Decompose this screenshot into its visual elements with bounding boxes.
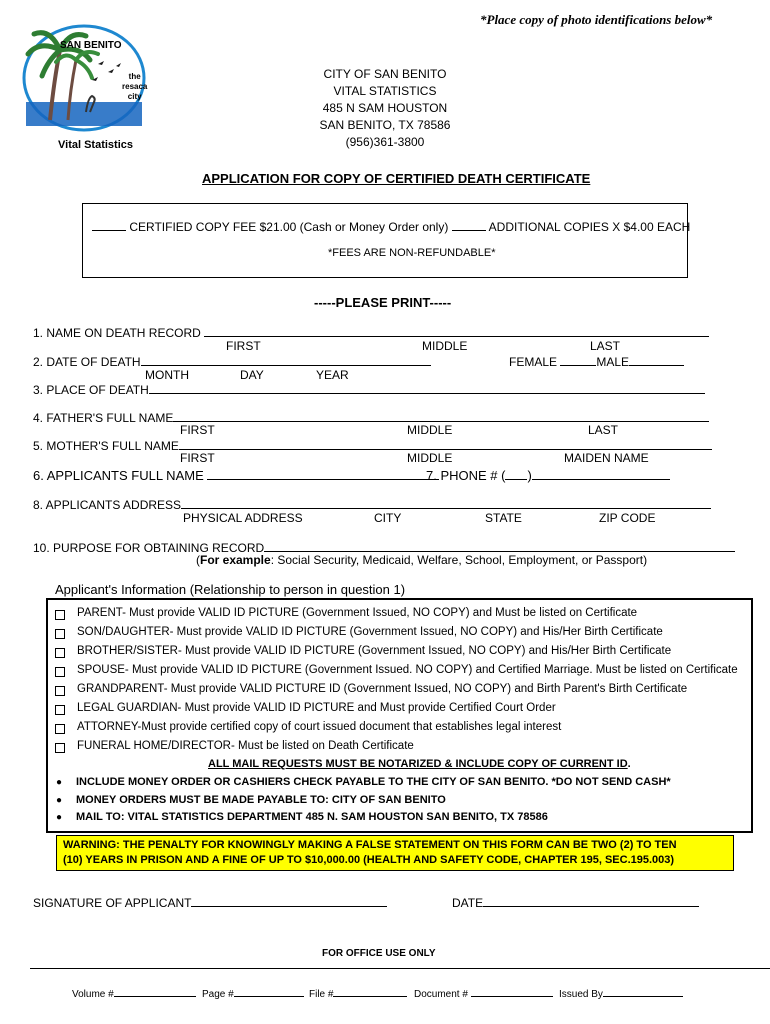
- grandparent-checkbox[interactable]: [55, 686, 65, 696]
- photo-id-note: *Place copy of photo identifications below*: [480, 12, 713, 27]
- sublabel-maiden-name: MAIDEN NAME: [564, 451, 649, 465]
- certified-fee-line[interactable]: [92, 218, 448, 234]
- sublabel-state: STATE: [485, 511, 522, 525]
- phone-field[interactable]: 7. PHONE # ( ): [426, 466, 670, 483]
- fee-box: [82, 203, 688, 278]
- sublabel-middle: MIDDLE: [422, 339, 468, 353]
- page-field[interactable]: Page #: [202, 986, 304, 1000]
- please-print: -----PLEASE PRINT-----: [314, 295, 452, 310]
- sublabel-city: CITY: [374, 511, 402, 525]
- name-on-record-field[interactable]: 1. NAME ON DEATH RECORD: [33, 324, 709, 340]
- place-of-death-field[interactable]: 3. PLACE OF DEATH: [33, 381, 705, 397]
- funeral-home-checkbox[interactable]: [55, 743, 65, 753]
- mail-notice: ALL MAIL REQUESTS MUST BE NOTARIZED & INCLUDE COPY OF CURRENT ID.: [208, 758, 631, 770]
- sublabel-day: DAY: [240, 368, 264, 382]
- legal-guardian-checkbox[interactable]: [55, 705, 65, 715]
- relationship-option: BROTHER/SISTER- Must provide VALID ID PICTURE (Government Issued, NO COPY) and His/Her Birth Certificate: [77, 645, 672, 657]
- attorney-checkbox[interactable]: [55, 724, 65, 734]
- bullet-item: MAIL TO: VITAL STATISTICS DEPARTMENT 485 N. SAM HOUSTON SAN BENITO, TX 78586: [76, 811, 548, 823]
- sublabel-middle: MIDDLE: [407, 451, 453, 465]
- son-daughter-checkbox[interactable]: [55, 629, 65, 639]
- volume-field[interactable]: Volume #: [72, 986, 196, 1000]
- sublabel-first: FIRST: [180, 451, 215, 465]
- additional-copies-line[interactable]: [452, 218, 690, 234]
- bullet-icon: ●: [56, 777, 63, 788]
- warning-box: [56, 835, 734, 871]
- logo-name: SAN BENITO: [60, 40, 122, 51]
- sublabel-physical-address: PHYSICAL ADDRESS: [183, 511, 303, 525]
- city-logo: [20, 20, 148, 132]
- issued-by-field[interactable]: Issued By: [559, 986, 683, 1000]
- sublabel-first: FIRST: [180, 423, 215, 437]
- sublabel-zip-code: ZIP CODE: [599, 511, 656, 525]
- file-field[interactable]: File #: [309, 986, 407, 1000]
- applicant-info-title: Applicant's Information (Relationship to person in question 1): [55, 582, 406, 597]
- bullet-icon: ●: [56, 795, 63, 806]
- parent-checkbox[interactable]: [55, 610, 65, 620]
- relationship-option: LEGAL GUARDIAN- Must provide VALID ID PICTURE and Must provide Certified Court Order: [77, 702, 556, 714]
- sublabel-year: YEAR: [316, 368, 349, 382]
- spouse-checkbox[interactable]: [55, 667, 65, 677]
- sublabel-last: LAST: [590, 339, 621, 353]
- relationship-option: FUNERAL HOME/DIRECTOR- Must be listed on Death Certificate: [77, 740, 414, 752]
- warning-line: WARNING: THE PENALTY FOR KNOWINGLY MAKING A FALSE STATEMENT ON THIS FORM CAN BE TWO (2) TO TEN: [63, 839, 677, 851]
- signature-field[interactable]: SIGNATURE OF APPLICANT: [33, 894, 387, 910]
- date-field[interactable]: DATE: [452, 894, 699, 910]
- form-title: APPLICATION FOR COPY OF CERTIFIED DEATH CERTIFICATE: [202, 171, 591, 186]
- purpose-example: (For example: Social Security, Medicaid, Welfare, School, Employment, or Passport): [196, 553, 648, 567]
- relationship-option: GRANDPARENT- Must provide VALID PICTURE ID (Government Issued, NO COPY) and Birth Parent's Birth Certificate: [77, 683, 688, 695]
- relationship-option: PARENT- Must provide VALID ID PICTURE (Government Issued, NO COPY) and Must be listed on Certificate: [77, 607, 638, 619]
- father-name-field[interactable]: 4. FATHER'S FULL NAME: [33, 409, 709, 425]
- sublabel-middle: MIDDLE: [407, 423, 453, 437]
- bullet-item: MONEY ORDERS MUST BE MADE PAYABLE TO: CITY OF SAN BENITO: [76, 794, 446, 806]
- fees-non-refundable: *FEES ARE NON-REFUNDABLE*: [328, 247, 496, 259]
- applicant-name-field[interactable]: 6. APPLICANTS FULL NAME: [33, 466, 439, 483]
- logo-tagline: the resaca city: [122, 72, 148, 101]
- sublabel-first: FIRST: [226, 339, 261, 353]
- applicant-address-field[interactable]: 8. APPLICANTS ADDRESS: [33, 496, 711, 512]
- office-divider: [30, 968, 770, 969]
- certified-fee-label: CERTIFIED COPY FEE $21.00 (Cash or Money Order only): [129, 220, 449, 234]
- sublabel-last: LAST: [588, 423, 619, 437]
- logo-caption: Vital Statistics: [58, 139, 133, 151]
- mother-name-field[interactable]: 5. MOTHER'S FULL NAME: [33, 437, 712, 453]
- office-address: CITY OF SAN BENITO VITAL STATISTICS 485 N SAM HOUSTON SAN BENITO, TX 78586 (956)361-3800: [319, 67, 451, 149]
- warning-line: (10) YEARS IN PRISON AND A FINE OF UP TO $10,000.00 (HEALTH AND SAFETY CODE, CHAPTER 195, SEC.195.003): [63, 854, 675, 866]
- office-use-title: FOR OFFICE USE ONLY: [322, 948, 436, 959]
- additional-copies-label: ADDITIONAL COPIES X $4.00 EACH: [488, 220, 691, 234]
- brother-sister-checkbox[interactable]: [55, 648, 65, 658]
- gender-field[interactable]: FEMALE MALE: [509, 353, 684, 369]
- bullet-item: INCLUDE MONEY ORDER OR CASHIERS CHECK PAYABLE TO THE CITY OF SAN BENITO. *DO NOT SEND CASH*: [76, 776, 671, 788]
- relationship-option: SON/DAUGHTER- Must provide VALID ID PICTURE (Government Issued, NO COPY) and His/Her Birth Certificate: [77, 626, 663, 638]
- purpose-field[interactable]: 10. PURPOSE FOR OBTAINING RECORD: [33, 539, 735, 555]
- sublabel-month: MONTH: [145, 368, 189, 382]
- relationship-option: ATTORNEY-Must provide certified copy of court issued document that establishes legal interest: [77, 721, 562, 733]
- relationship-option: SPOUSE- Must provide VALID ID PICTURE (Government Issued. NO COPY) and Certified Marriage. Must be listed on Certificate: [77, 664, 738, 676]
- bullet-icon: ●: [56, 812, 63, 823]
- date-of-death-field[interactable]: 2. DATE OF DEATH: [33, 353, 431, 369]
- document-field[interactable]: Document #: [414, 986, 553, 1000]
